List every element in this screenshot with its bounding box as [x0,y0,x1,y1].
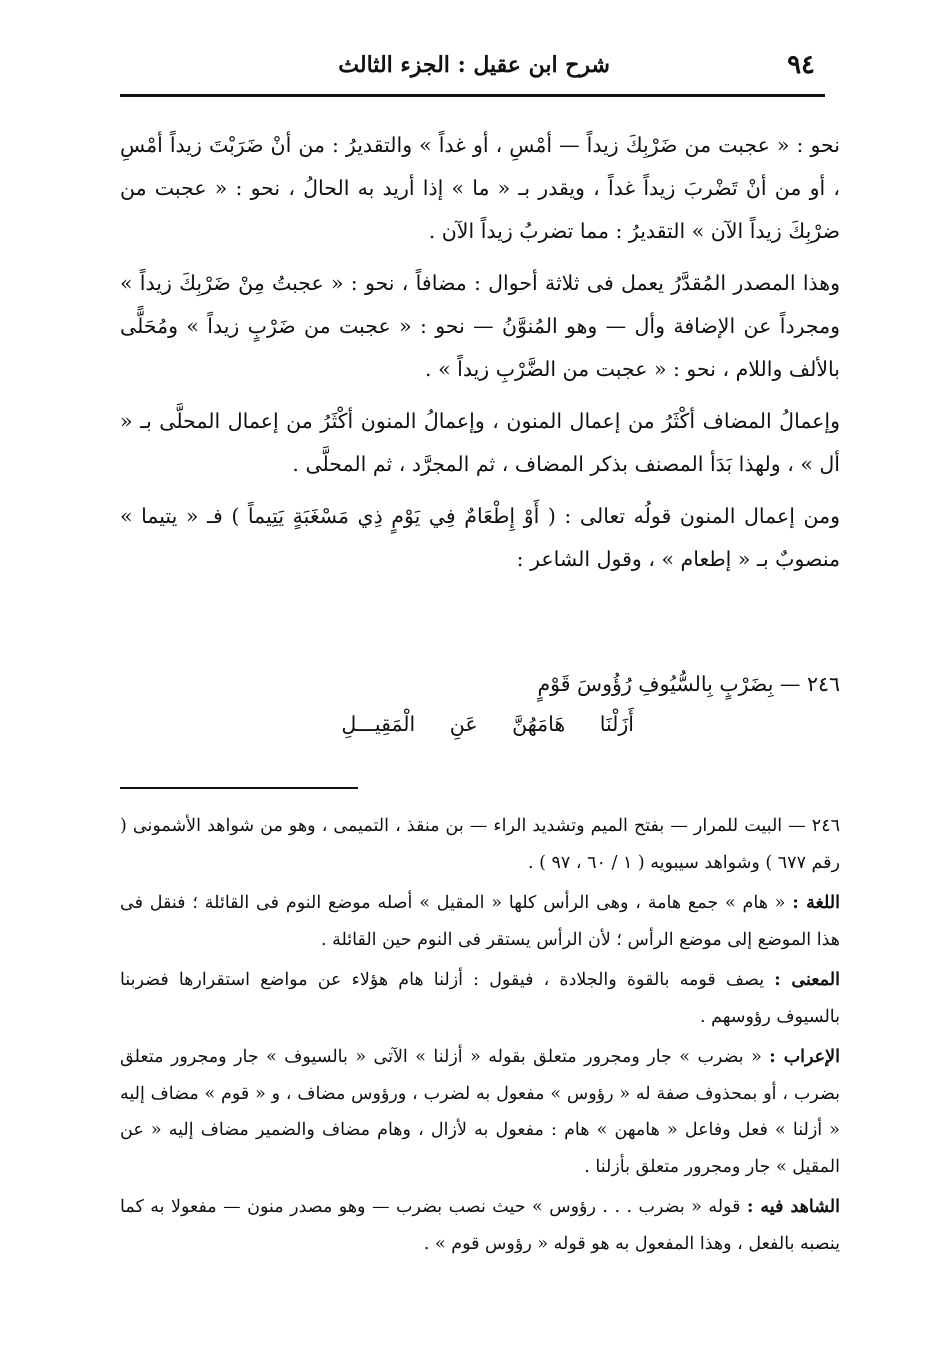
footnote-label: الإعراب : [769,1047,840,1067]
book-title: شرح ابن عقيل : الجزء الثالث [338,52,610,78]
footnote-text: ٢٤٦ — البيت للمرار — بفتح الميم وتشديد الراء — بن منقذ ، التميمى ، وهو من شواهد الأشمونى ( رقم ٦٧٧ ) وشواهد سيبويه ( ١ / ٦٠ ، ٩٧ ) . [120,816,840,873]
running-header [120,44,825,97]
page-number: ٩٤ [787,50,815,80]
footnotes [120,808,840,1266]
footnote-label: المعنى : [774,970,840,990]
footnote-divider [120,787,358,789]
footnote-text: قوله « بضرب . . . رؤوس » حيث نصب بضرب — وهو مصدر منون — مفعولا به كما ينصبه بالفعل ، وهذا المفعول به هو قوله « رؤوس قوم » . [120,1197,840,1254]
footnote-label: اللغة : [792,893,840,913]
footnote-entry [120,808,840,881]
footnote-entry [120,1189,840,1262]
footnote-entry [120,1039,840,1185]
footnote-entry [120,885,840,958]
body-paragraph: نحو : « عجبت من ضَرْبِكَ زيداً — أمْسِ ، أو غداً » والتقديرُ : من أنْ ضَرَبْتَ زيداً أمْسِ ، أو من أنْ تَضْربَ زيداً غداً ، ويقدر بـ « ما » إذا أريد به الحالُ ، نحو : « عجبت من ضرْبِكَ زيداً الآن » التقديرُ : مما تضربُ زيداً الآن . [120,133,840,243]
footnote-label: الشاهد فيه : [746,1197,840,1217]
footnote-text: « بضرب » جار ومجرور متعلق بقوله « أزلنا » الآتى « بالسيوف » جار ومجرور متعلق بضرب ، أو بمحذوف صفة له « رؤوس » مفعول به لضرب ، ورؤوس مضاف ، و « قوم » مضاف إليه « أزلنا » فعل وفاعل « هامهن » هام : مفعول به لأزال ، وهام مضاف والضمير مضاف إليه « عن المقيل » جار ومجرور متعلق بأزلنا . [120,1047,840,1177]
body-paragraph: وإعمالُ المضاف أكْثَرُ من إعمال المنون ، وإعمالُ المنون أكْثَرُ من إعمال المحلَّى بـ « أل » ، ولهذا بَدَأ المصنف بذكر المضاف ، ثم المجرَّد ، ثم المحلَّى . [120,409,840,476]
verse-second-hemistich: أَزَلْنَا هَامَهُنَّ عَنِ الْمَقِيـــلِ [341,712,634,736]
main-text [120,124,840,590]
body-paragraph: وهذا المصدر المُقدَّرُ يعمل فى ثلاثة أحوال : مضافاً ، نحو : « عجبتُ مِنْ ضَرْبِكَ زيداً » ومجرداً عن الإضافة وأل — وهو المُنوَّنُ — نحو : « عجبت من ضَرْبٍ زيداً » ومُحَلًّى بالألف واللام ، نحو : « عجبت من الضَّرْبِ زيداً » . [120,271,840,381]
verse-first-hemistich: ٢٤٦ — بِضَرْبٍ بِالسُّيُوفِ رُؤُوسَ قَوْمٍ [537,672,840,696]
footnote-text: « هام » جمع هامة ، وهى الرأس كلها « المقيل » أصله موضع النوم فى القائلة ؛ فنقل فى هذا الموضع إلى موضع الرأس ؛ لأن الرأس يستقر فى النوم حين القائلة . [120,893,840,950]
footnote-text: يصف قومه بالقوة والجلادة ، فيقول : أزلنا هام هؤلاء عن مواضع استقرارها فضربنا بالسيوف رؤوسهم . [120,970,840,1027]
footnote-entry [120,962,840,1035]
body-paragraph: ومن إعمال المنون قولُه تعالى : ( أَوْ إِطْعَامٌ فِي يَوْمٍ ذِي مَسْغَبَةٍ يَتِيماً ) فـ « يتيما » منصوبٌ بـ « إطعام » ، وقول الشاعر : [120,504,840,571]
